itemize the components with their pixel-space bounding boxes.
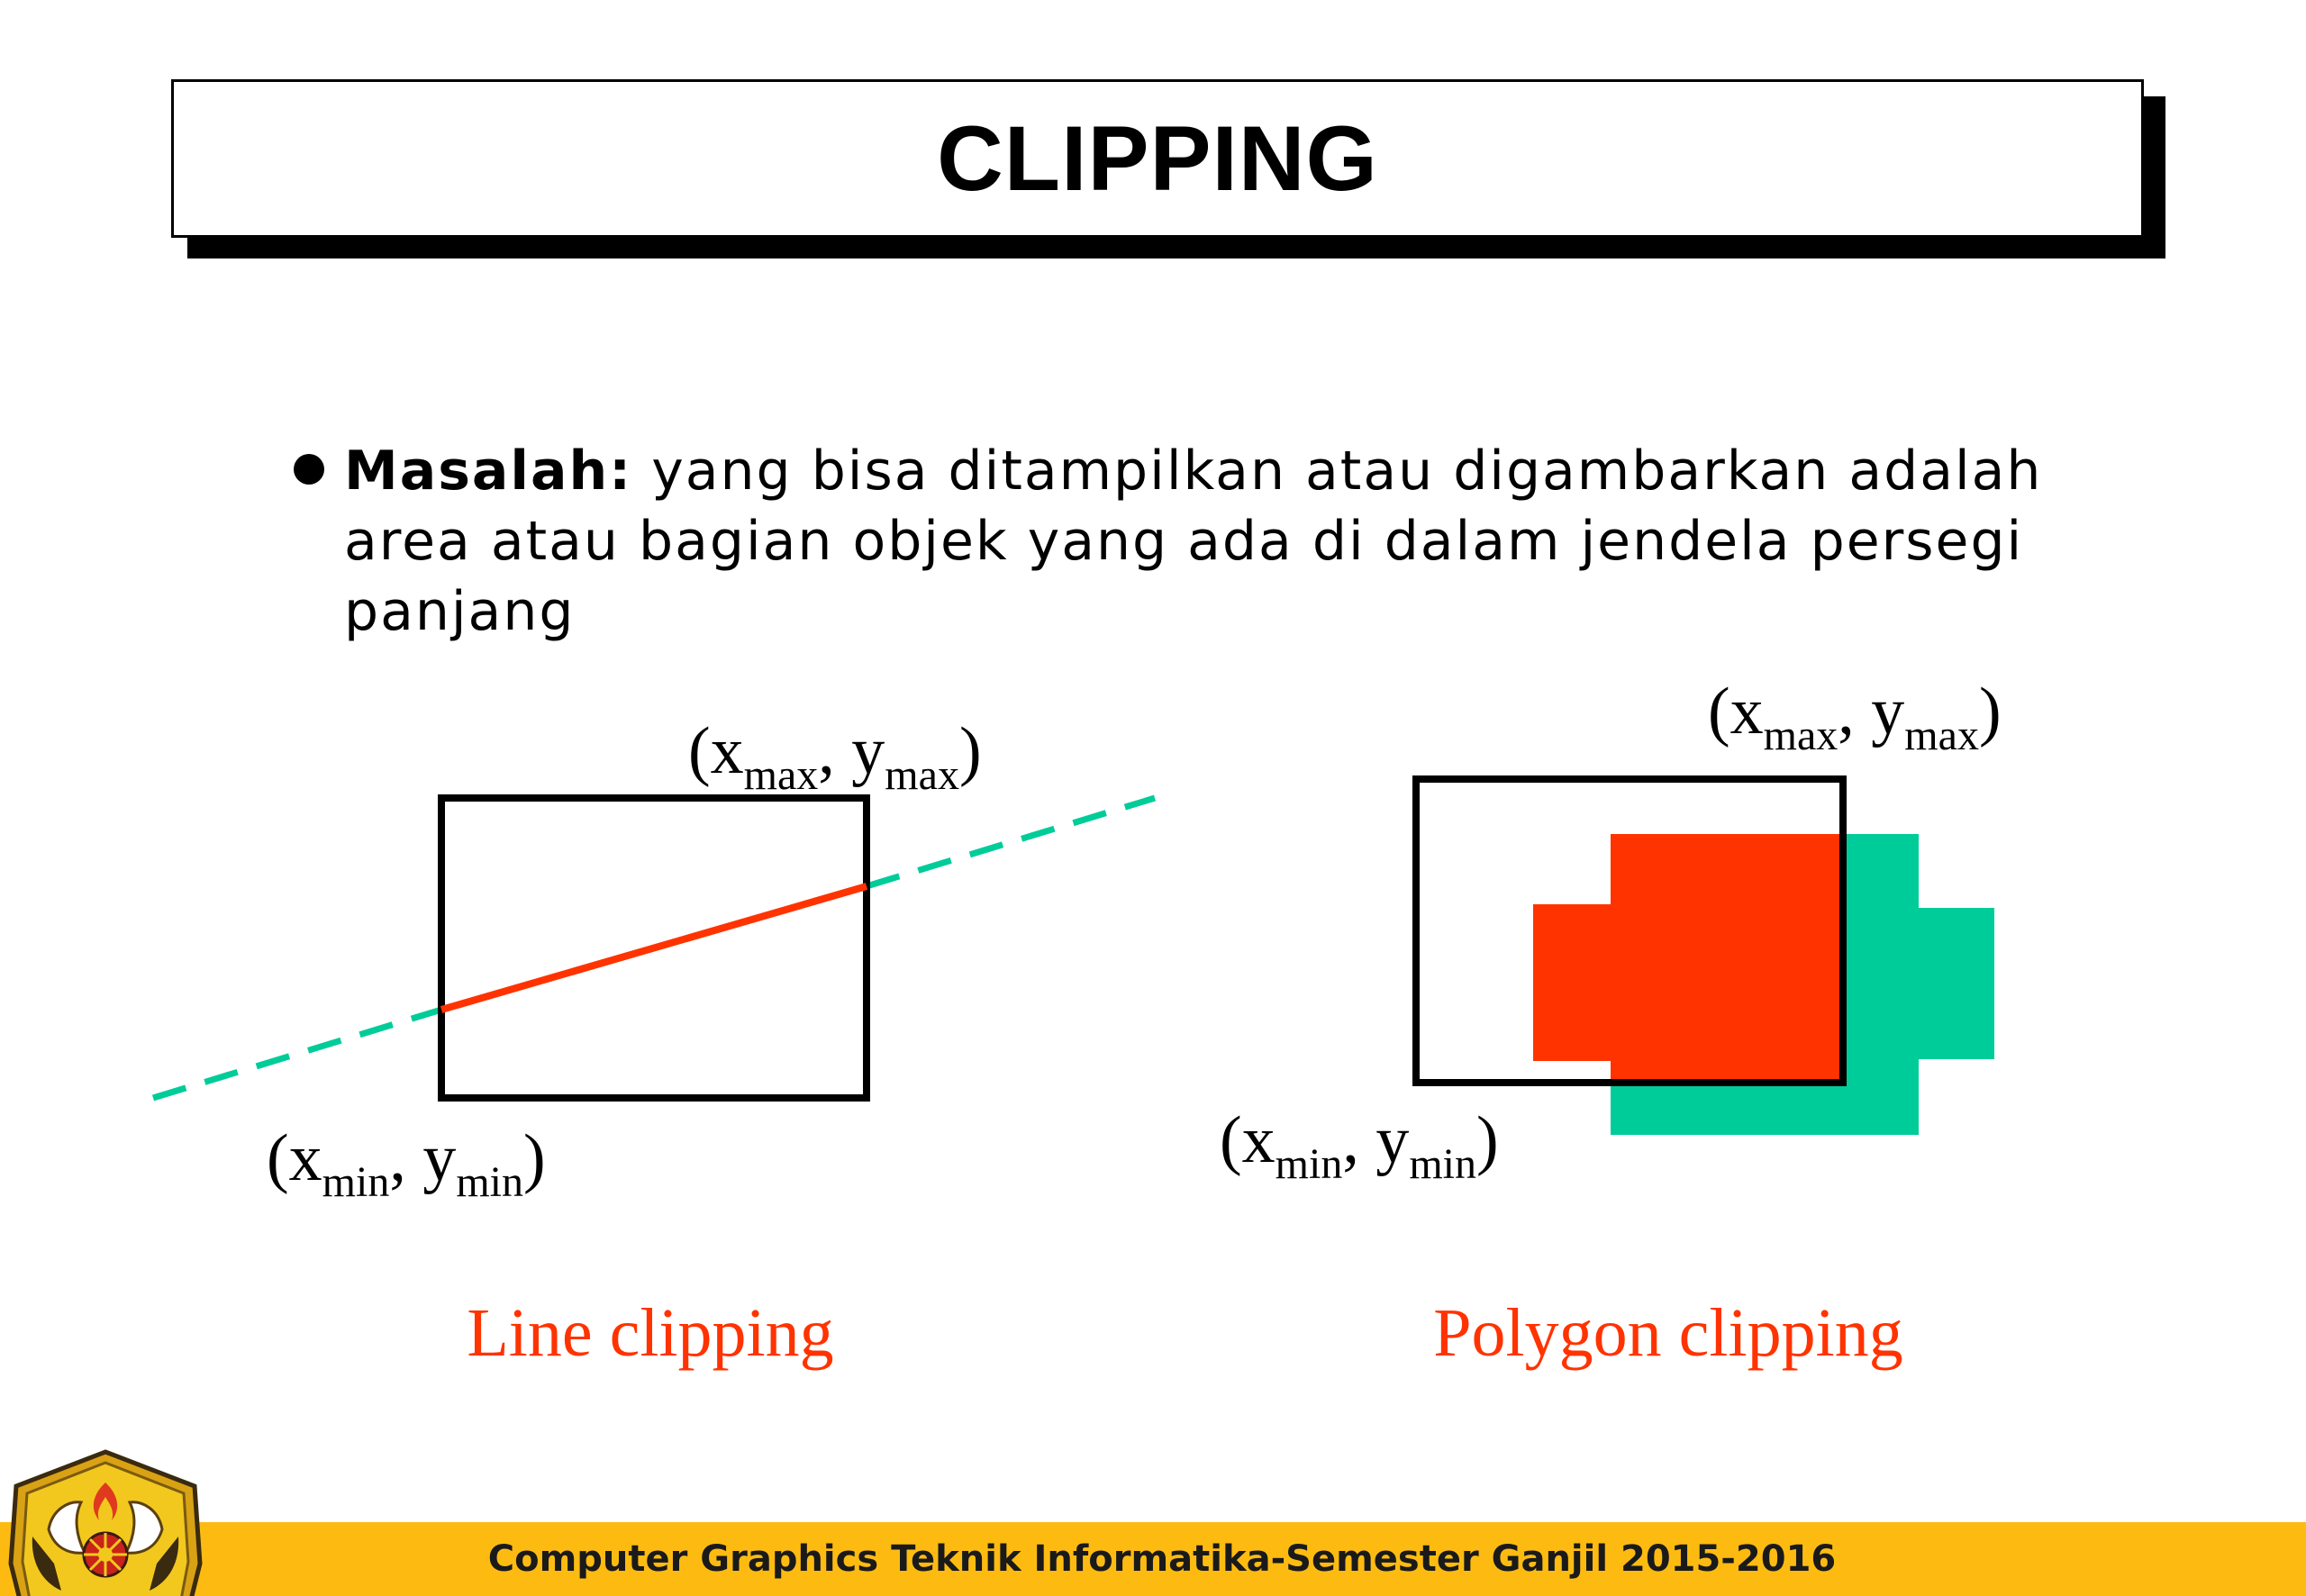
- footer-text: Computer Graphics Teknik Informatika-Semester Ganjil 2015-2016: [487, 1538, 1837, 1580]
- bullet-body: yang bisa ditampilkan atau digambarkan adalah area atau bagian objek yang ada di dalam jendela persegi panjang: [344, 440, 2043, 643]
- university-emblem-icon: [5, 1446, 205, 1596]
- line-outside-left: [153, 1010, 441, 1098]
- bullet-lead: Masalah:: [344, 440, 633, 503]
- polygon-clipping-caption: Polygon clipping: [1433, 1295, 1903, 1371]
- line-corner-min-label: ($x_{min}$, $y_{min}$): [267, 1121, 546, 1206]
- polygon-corner-min-label: ($x_{min}$, $y_{min}$): [1220, 1103, 1499, 1188]
- line-outside-right: [867, 798, 1155, 886]
- polygon-clipping-diagram: [1220, 675, 2002, 1371]
- polygon-inside-part: [1533, 834, 1843, 1083]
- polygon-corner-max-label: ($x_{max}$, $y_{max}$): [1708, 675, 2002, 759]
- slide-title: CLIPPING: [937, 107, 1378, 210]
- line-clipping-diagram: [153, 714, 1155, 1371]
- line-clipping-caption: Line clipping: [467, 1295, 834, 1371]
- line-corner-max-label: ($x_{max}$, $y_{max}$): [688, 714, 982, 799]
- line-inside-segment: [441, 886, 867, 1010]
- footer-bar: [0, 1522, 2306, 1596]
